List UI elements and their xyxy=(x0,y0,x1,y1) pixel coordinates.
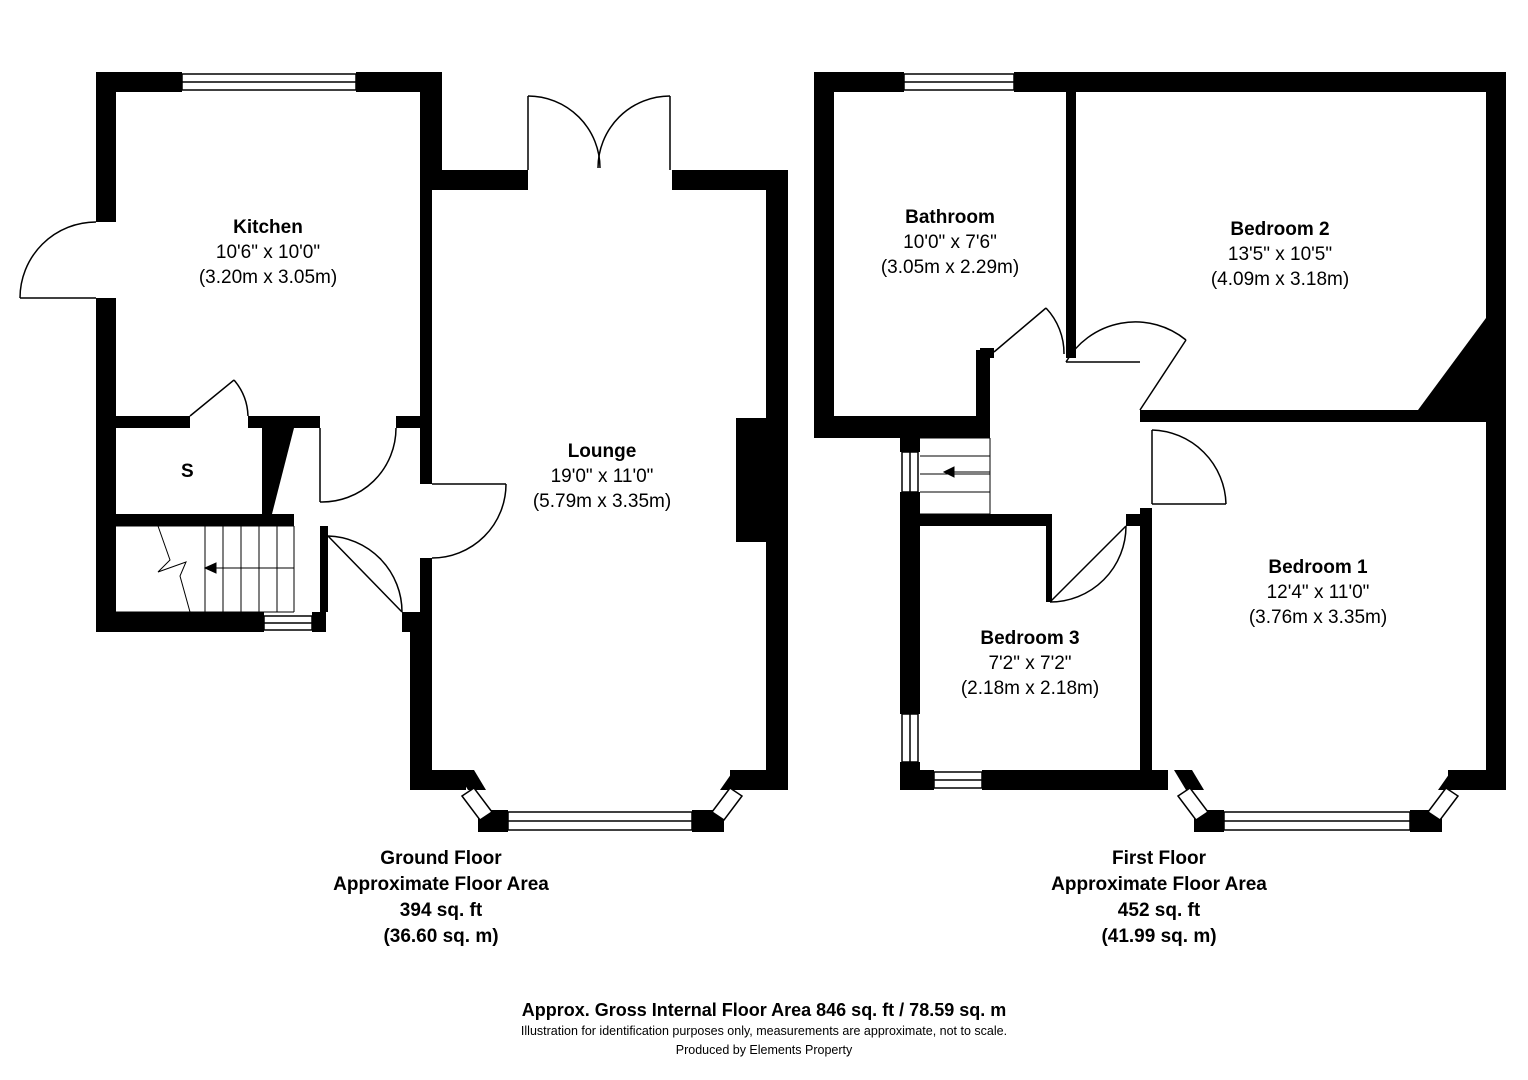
gross-internal-area: Approx. Gross Internal Floor Area 846 sq. ft / 78.59 sq. m xyxy=(521,1000,1007,1020)
room-size-metric: (3.05m x 2.29m) xyxy=(880,257,1020,278)
floor-title: Ground Floor xyxy=(380,848,502,869)
disclaimer: Illustration for identification purposes only, measurements are approximate, not to scale. xyxy=(520,1024,1008,1038)
ground-floor-area xyxy=(333,846,549,950)
footer xyxy=(521,998,1007,1060)
producer-credit: Produced by Elements Property xyxy=(675,1043,853,1057)
room-name: Bathroom xyxy=(905,207,995,228)
floor-area-sqft: 394 sq. ft xyxy=(399,900,483,921)
room-label-bathroom xyxy=(881,205,1019,280)
room-size-imperial: 10'0" x 7'6" xyxy=(903,232,997,253)
room-size-metric: (3.20m x 3.05m) xyxy=(198,267,338,288)
room-size-imperial: 13'5" x 10'5" xyxy=(1227,244,1333,265)
floor-area-sqft: 452 sq. ft xyxy=(1117,900,1201,921)
first-floor-area xyxy=(1051,846,1267,950)
ground-floor-walls xyxy=(96,72,788,832)
floor-title: First Floor xyxy=(1112,848,1206,869)
floor-area-label: Approximate Floor Area xyxy=(333,874,549,895)
room-label-bedroom-3 xyxy=(961,626,1099,701)
floor-area-sqm: (36.60 sq. m) xyxy=(383,926,499,947)
doors xyxy=(20,96,1226,612)
room-label-kitchen xyxy=(199,215,337,290)
floor-area-label: Approximate Floor Area xyxy=(1051,874,1267,895)
room-size-imperial: 7'2" x 7'2" xyxy=(988,653,1072,674)
room-name: Bedroom 3 xyxy=(980,628,1080,649)
room-label-lounge xyxy=(533,439,671,514)
room-name: Lounge xyxy=(567,441,637,462)
room-label-bedroom-1 xyxy=(1249,555,1387,630)
room-size-imperial: 10'6" x 10'0" xyxy=(215,242,321,263)
floor-area-sqm: (41.99 sq. m) xyxy=(1101,926,1217,947)
room-size-metric: (4.09m x 3.18m) xyxy=(1210,269,1350,290)
room-name: Bedroom 1 xyxy=(1268,557,1368,578)
room-name: Bedroom 2 xyxy=(1230,219,1330,240)
room-name: Kitchen xyxy=(233,217,303,238)
room-label-bedroom-2 xyxy=(1211,217,1349,292)
room-size-imperial: 19'0" x 11'0" xyxy=(550,466,654,487)
room-size-metric: (3.76m x 3.35m) xyxy=(1248,607,1388,628)
room-size-metric: (5.79m x 3.35m) xyxy=(532,491,672,512)
room-label-storage: S xyxy=(181,461,194,482)
room-size-metric: (2.18m x 2.18m) xyxy=(960,678,1100,699)
room-size-imperial: 12'4" x 11'0" xyxy=(1266,582,1370,603)
